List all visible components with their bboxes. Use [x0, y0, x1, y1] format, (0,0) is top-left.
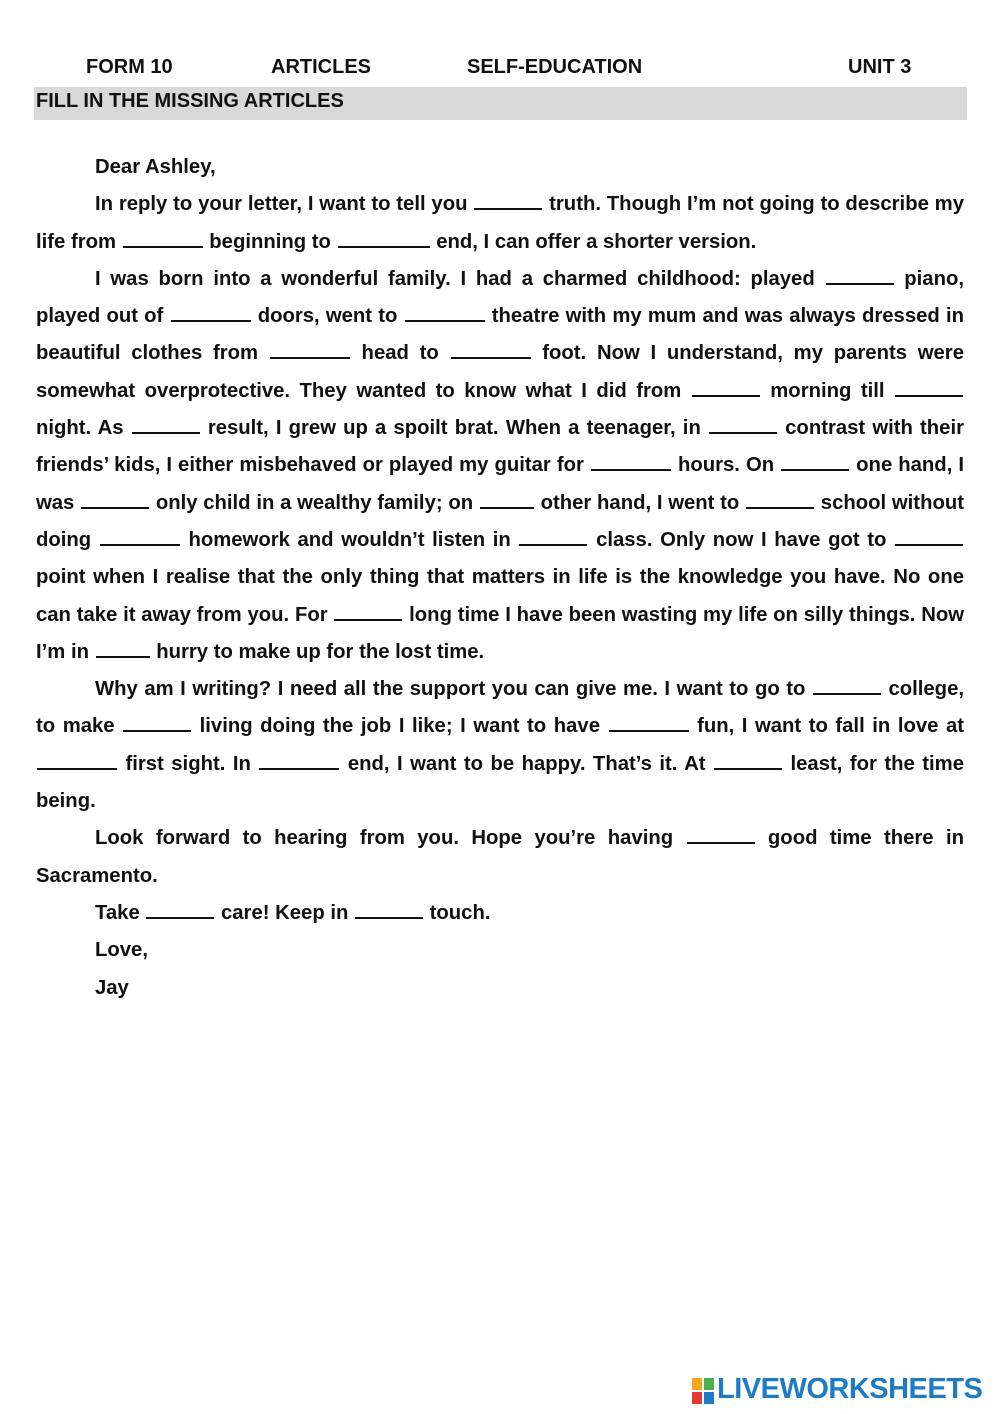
theme-label: SELF-EDUCATION	[467, 56, 643, 78]
liveworksheets-logo	[692, 1373, 992, 1407]
blank-25[interactable]	[609, 712, 689, 732]
letter-body	[36, 149, 964, 1007]
blank-8[interactable]	[451, 339, 531, 359]
blank-18[interactable]	[100, 526, 180, 546]
blank-30[interactable]	[146, 899, 214, 919]
topic-label: ARTICLES	[271, 56, 371, 78]
blank-14[interactable]	[781, 451, 849, 471]
blank-26[interactable]	[37, 750, 117, 770]
instruction-banner	[34, 87, 967, 120]
liveworksheets-logo-icon	[692, 1378, 716, 1404]
blank-6[interactable]	[405, 302, 485, 322]
blank-9[interactable]	[692, 377, 760, 397]
blank-22[interactable]	[96, 638, 150, 658]
blank-23[interactable]	[813, 675, 881, 695]
blank-24[interactable]	[123, 712, 191, 732]
greeting: Dear Ashley,	[95, 156, 216, 178]
blank-1[interactable]	[474, 190, 542, 210]
blank-3[interactable]	[338, 228, 430, 248]
blank-2[interactable]	[123, 228, 203, 248]
blank-20[interactable]	[895, 526, 963, 546]
paragraph-2: I was born into a wonderful family. I had a charmed childhood: played piano, played out of doors, went to theatre with my mum and was always dressed in beautiful clothes from head to foot. Now I understand, my parents were somewhat overprotective. They wanted to know what I did from morning till night. As result, I grew up a spoilt brat. When a teenager, in contrast with their friends’ kids, I either misbehaved or played my guitar for hours. On one hand, I was only child in a wealthy family; on other hand, I went to school without doing homework and wouldn’t listen in class. Only now I have got to point when I realise that the only thing that matters in life is the knowledge you have. No one can take it away from you. For long time I have been wasting my life on silly things. Now I’m in hurry to make up for the lost time.	[36, 261, 964, 671]
unit-label: UNIT 3	[848, 56, 912, 78]
liveworksheets-wordmark: LIVEWORKSHEETS	[717, 1373, 983, 1405]
blank-31[interactable]	[355, 899, 423, 919]
worksheet-header	[34, 56, 968, 84]
paragraph-3: Why am I writing? I need all the support you can give me. I want to go to college, to make living doing the job I like; I want to have fun, I want to fall in love at first sight. In end, I want to be happy. That’s it. At least, for the time being.	[36, 671, 964, 820]
instruction-text: FILL IN THE MISSING ARTICLES	[36, 90, 344, 112]
blank-7[interactable]	[270, 339, 350, 359]
blank-10[interactable]	[895, 377, 963, 397]
form-label: FORM 10	[86, 56, 173, 78]
closing: Love,	[95, 939, 148, 962]
blank-5[interactable]	[171, 302, 251, 322]
signature: Jay	[95, 976, 129, 999]
blank-21[interactable]	[334, 601, 402, 621]
blank-15[interactable]	[81, 489, 149, 509]
paragraph-1: In reply to your letter, I want to tell you truth. Though I’m not going to describe my life from beginning to end, I can offer a shorter version.	[36, 186, 964, 261]
blank-4[interactable]	[826, 265, 894, 285]
blank-29[interactable]	[687, 824, 755, 844]
blank-12[interactable]	[709, 414, 777, 434]
blank-28[interactable]	[714, 750, 782, 770]
blank-11[interactable]	[132, 414, 200, 434]
blank-19[interactable]	[519, 526, 587, 546]
paragraph-4: Look forward to hearing from you. Hope you’re having good time there in Sacramento.	[36, 820, 964, 895]
blank-17[interactable]	[746, 489, 814, 509]
blank-16[interactable]	[480, 489, 534, 509]
blank-13[interactable]	[591, 451, 671, 471]
blank-27[interactable]	[259, 750, 339, 770]
paragraph-5: Take care! Keep in touch.	[36, 895, 964, 932]
